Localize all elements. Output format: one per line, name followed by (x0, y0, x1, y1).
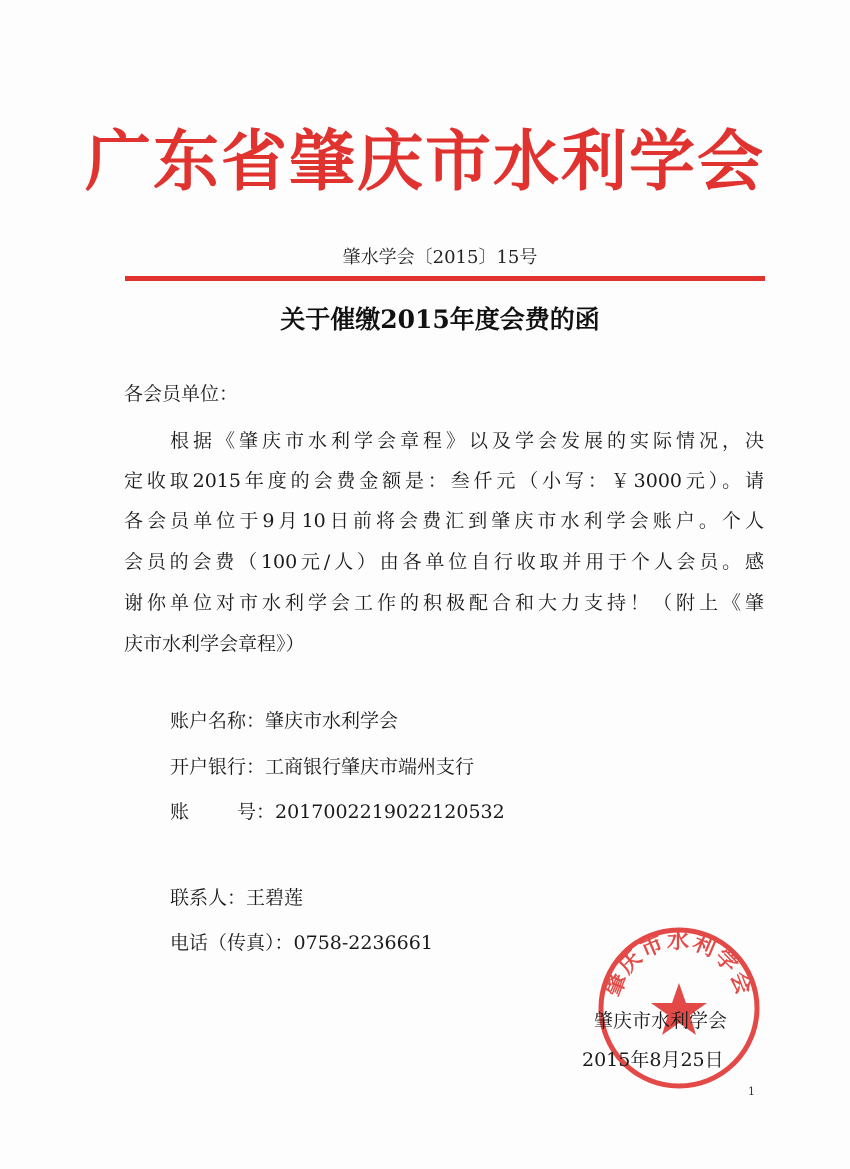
document-title: 关于催缴2015年度会费的函 (280, 305, 600, 334)
seal-text: 肇庆市水利学会 (600, 929, 758, 1000)
signature-organization: 肇庆市水利学会 (594, 1010, 728, 1032)
contact-phone-value: 0758-2236661 (293, 932, 433, 954)
account-name-value: 肇庆市水利学会 (265, 710, 399, 732)
account-name-label: 账户名称： (170, 710, 266, 732)
bank-value: 工商银行肇庆市端州支行 (265, 756, 475, 778)
contact-person-row (170, 883, 303, 910)
account-number-label-b: 号： (237, 801, 276, 823)
red-divider (125, 276, 765, 281)
contact-person-label: 联系人： (170, 887, 247, 909)
document-number: 肇水学会〔2015〕15号 (342, 247, 538, 268)
body-line-6: 庆市水利学会章程》） (124, 633, 305, 655)
account-name-row (170, 706, 398, 733)
body-line-4: 会员的会费（100元/人）由各单位自行收取并用于个人会员。感 (124, 551, 764, 573)
body-line-1: 根据《肇庆市水利学会章程》以及学会发展的实际情况，决 (170, 430, 764, 452)
letterhead-title: 广东省肇庆市水利学会 (85, 123, 765, 200)
bank-label: 开户银行： (170, 756, 266, 778)
body-line-3: 各会员单位于9月10日前将会费汇到肇庆市水利学会账户。个人 (124, 510, 764, 532)
account-number-label-a: 账 (170, 801, 190, 823)
account-number-value: 2017002219022120532 (275, 801, 505, 823)
bank-row (170, 752, 474, 779)
body-line-2: 定收取2015年度的会费金额是：叁仟元（小写：￥3000元）。请 (124, 470, 764, 492)
contact-phone-row (170, 928, 433, 955)
signature-date: 2015年8月25日 (582, 1049, 724, 1071)
contact-phone-label: 电话（传真）： (170, 932, 294, 954)
page-number: 1 (748, 1085, 755, 1098)
account-number-row (170, 797, 505, 824)
salutation: 各会员单位： (124, 383, 239, 405)
body-line-5: 谢你单位对市水利学会工作的积极配合和大力支持！（附上《肇 (124, 592, 764, 614)
contact-person-value: 王碧莲 (246, 887, 304, 909)
